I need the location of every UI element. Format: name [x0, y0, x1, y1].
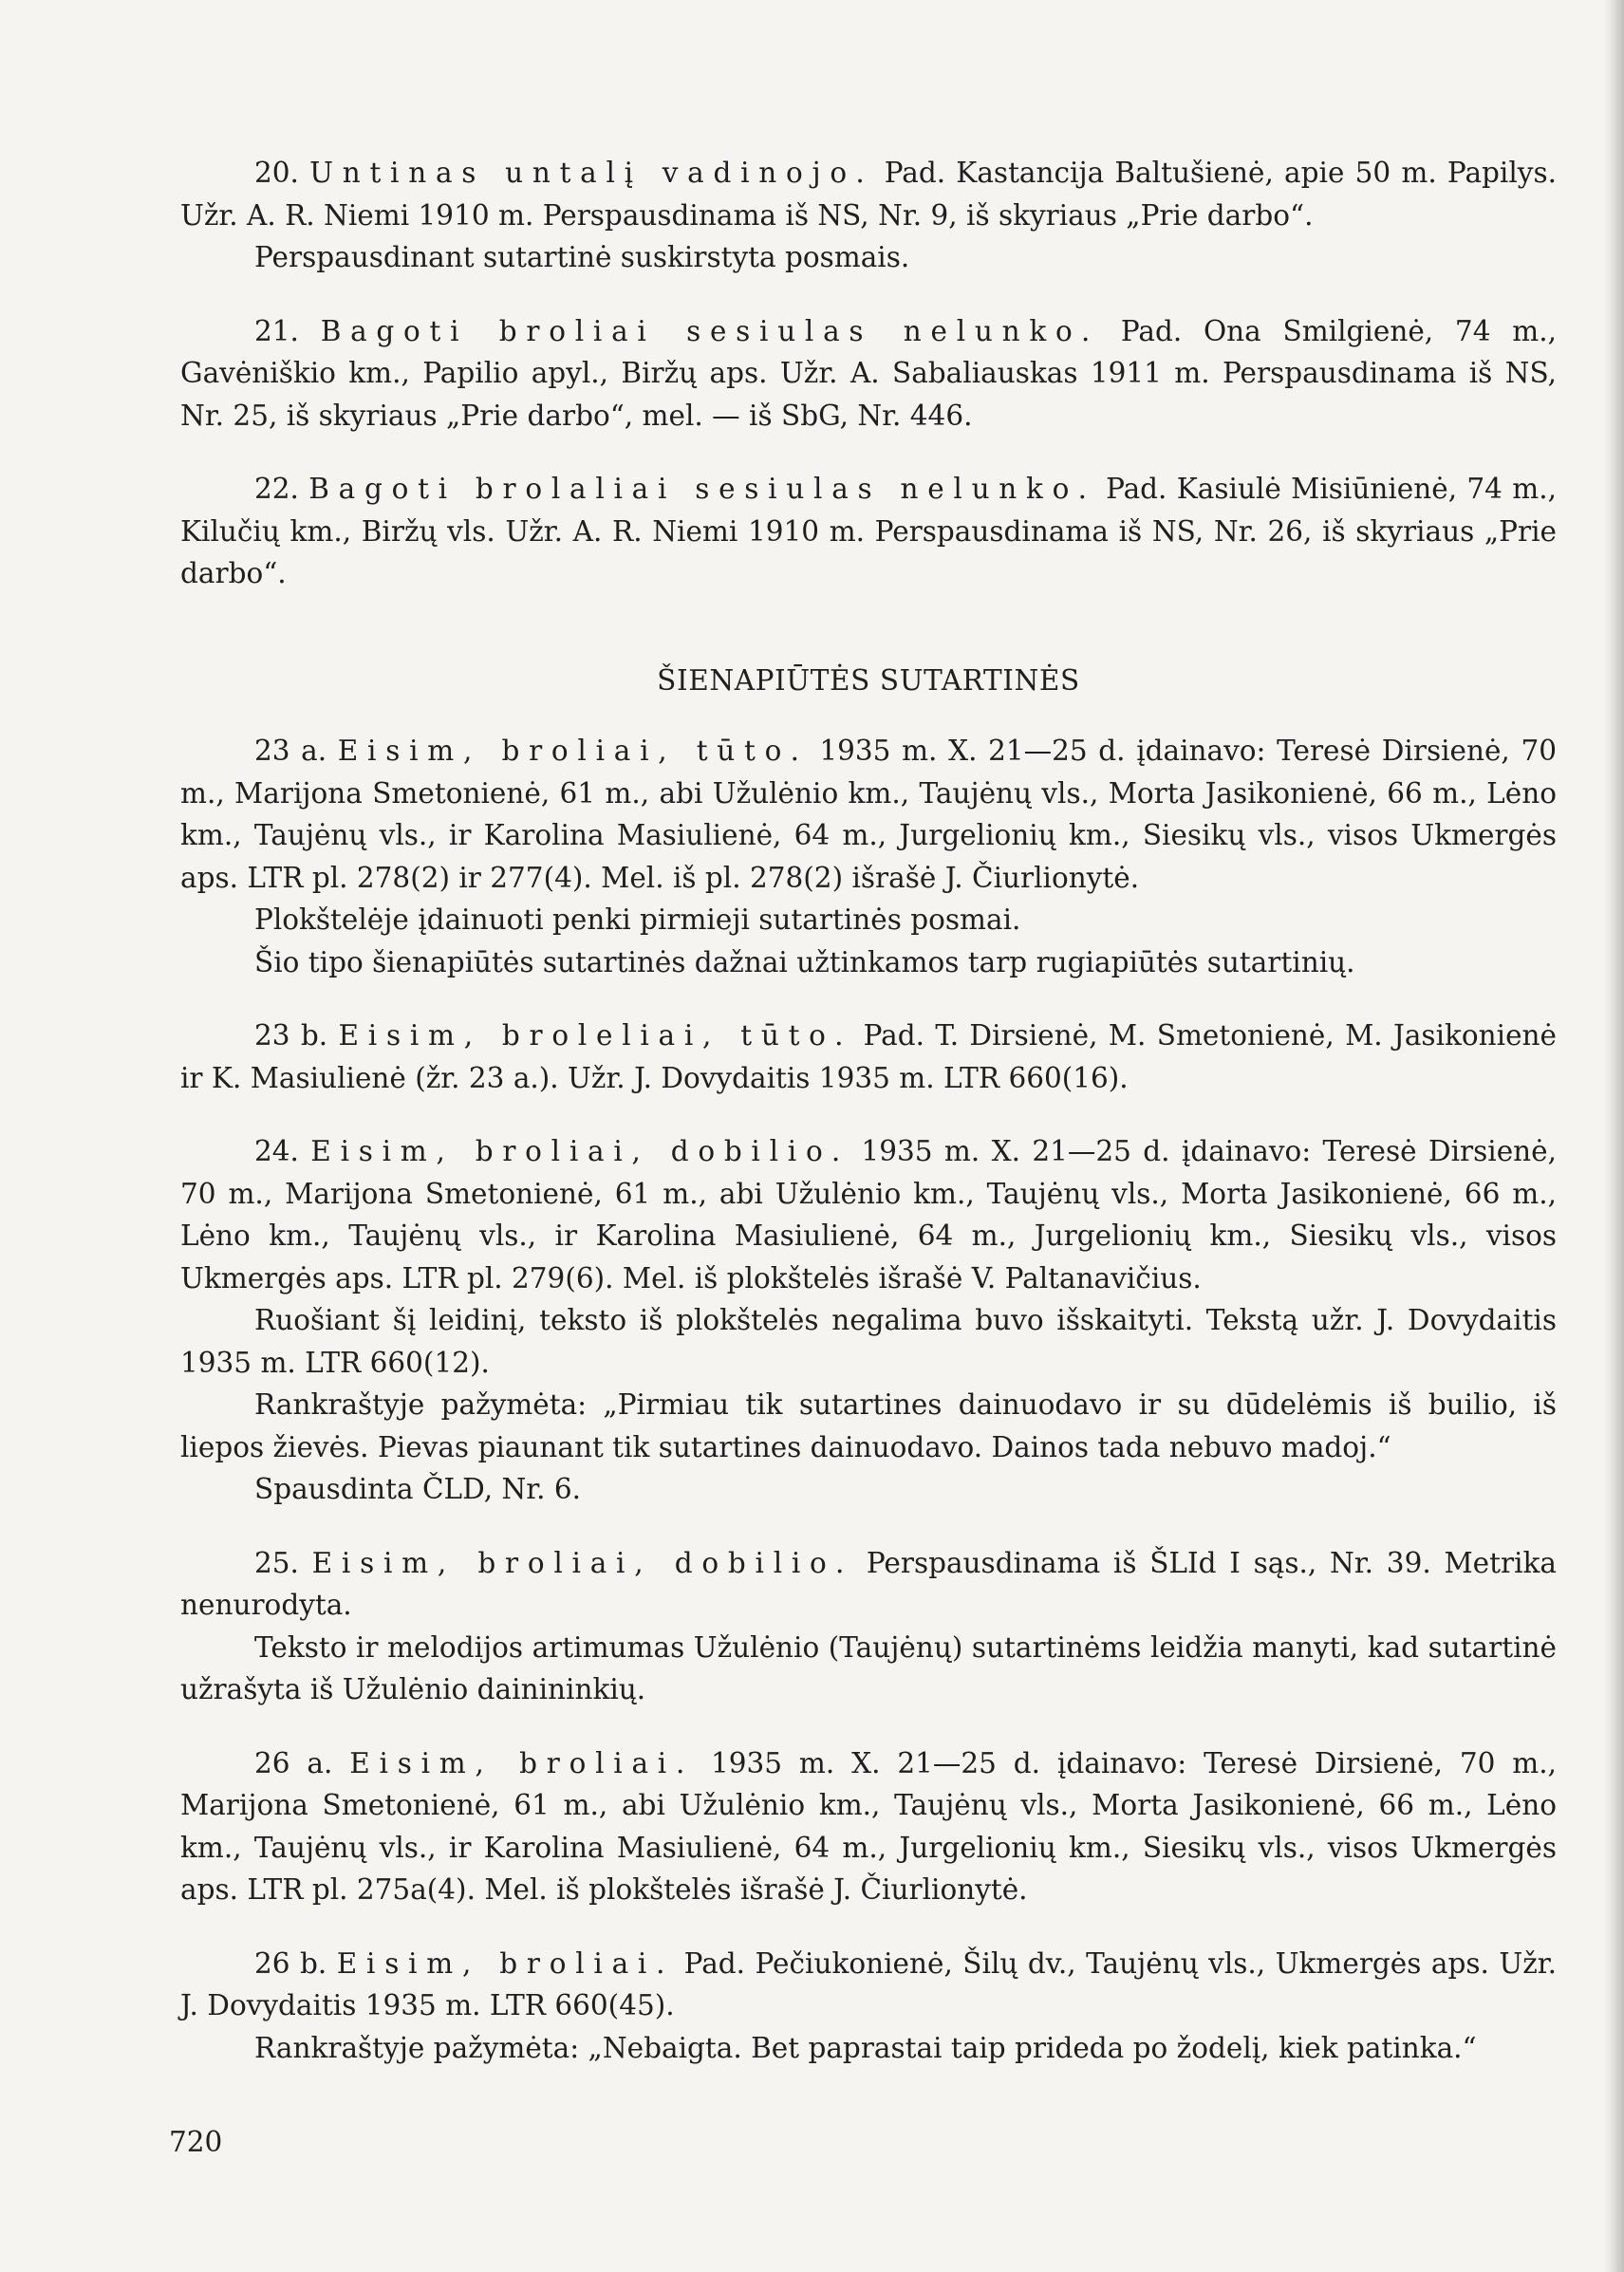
- entry-note: Plokštelėje įdainuoti penki pirmieji sutartinės posmai.: [254, 903, 1021, 936]
- entry-title: Eisim, broleliai, tūto.: [338, 1019, 853, 1052]
- entry-title: Eisim, broliai, dobilio.: [310, 1135, 850, 1167]
- entry-note: Rankraštyje pažymėta: „Pirmiau tik sutartines dainuodavo ir su dūdelėmis iš builio, iš liepos žievės. Pievas piaunant tik sutartines dainuodavo. Dainos tada nebuvo madoj.“: [180, 1388, 1557, 1463]
- entry-number: 25.: [254, 1546, 299, 1579]
- page-number: 720: [169, 2126, 223, 2158]
- entry-25: [180, 1542, 1557, 1627]
- entry-number: 20.: [254, 157, 299, 189]
- page-text: [180, 152, 1557, 2069]
- entry-number: 24.: [254, 1135, 299, 1167]
- entry-title: Eisim, broliai.: [336, 1946, 675, 1980]
- section-heading: ŠIENAPIŪTĖS SUTARTINĖS: [657, 663, 1080, 697]
- entry-number: 21.: [254, 314, 299, 347]
- entry-note: Rankraštyje pažymėta: „Nebaigta. Bet paprastai taip prideda po žodelį, kiek patinka.“: [254, 2031, 1477, 2064]
- entry-number: 26 a.: [254, 1746, 333, 1779]
- entry-text: 1935 m. X. 21—25 d. įdainavo: Teresė Dirsienė, 70 m., Marijona Smetonienė, 61 m., abi Užulėnio km., Taujėnų vls., Morta Jasikonienė, 66 m., Lėno km., Taujėnų vls., ir Karolina Masiulienė, 64 m., Jurgelionių km., Siesikų vls., visos Ukmergės aps. LTR pl. 275a(4). Mel. iš plokštelės išrašė J. Čiurlionytė.: [180, 1746, 1557, 1906]
- entry-note: Teksto ir melodijos artimumas Užulėnio (Taujėnų) sutartinėms leidžia manyti, kad sutartinė užrašyta iš Užulėnio dainininkių.: [180, 1630, 1557, 1705]
- entry-26a: [180, 1742, 1557, 1911]
- entry-text: Pad. T. Dirsienė, M. Smetonienė, M. Jasikonienė ir K. Masiulienė (žr. 23 a.). Užr. J. Dovydaitis 1935 m. LTR 660(16).: [180, 1019, 1557, 1094]
- entry-number: 23 b.: [254, 1019, 328, 1052]
- entry-text: Pad. Pečiukonienė, Šilų dv., Taujėnų vls., Ukmergės aps. Užr. J. Dovydaitis 1935 m. LTR 660(45).: [180, 1946, 1557, 2021]
- entry-23b: [180, 1015, 1557, 1099]
- entry-23a: [180, 730, 1557, 899]
- entry-26b: [180, 1943, 1557, 2027]
- entry-text: 1935 m. X. 21—25 d. įdainavo: Teresė Dirsienė, 70 m., Marijona Smetonienė, 61 m., abi Užulėnio km., Taujėnų vls., Morta Jasikonienė, 66 m., Lėno km., Taujėnų vls., ir Karolina Masiulienė, 64 m., Jurgelionių km., Siesikų vls., visos Ukmergės aps. LTR pl. 278(2) ir 277(4). Mel. iš pl. 278(2) išrašė J. Čiurlionytė.: [180, 735, 1557, 894]
- entry-20: [180, 152, 1557, 236]
- entry-title: Bagoti broliai sesiulas nelunko.: [320, 314, 1100, 347]
- entry-number: 22.: [254, 473, 299, 505]
- entry-21: [180, 310, 1557, 438]
- entry-number: 23 a.: [254, 735, 327, 767]
- entry-text: Pad. Ona Smilgienė, 74 m., Gavėniškio km., Papilio apyl., Biržų aps. Užr. A. Sabaliauskas 1911 m. Perspausdinama iš NS, Nr. 25, iš skyriaus „Prie darbo“, mel. — iš SbG, Nr. 446.: [180, 314, 1557, 432]
- entry-text: Perspausdinama iš ŠLId I sąs., Nr. 39. Metrika nenurodyta.: [180, 1546, 1557, 1621]
- entry-title: Bagoti brolaliai sesiulas nelunko.: [308, 473, 1096, 505]
- entry-note: Perspausdinant sutartinė suskirstyta posmais.: [254, 241, 910, 273]
- entry-note: Ruošiant šį leidinį, teksto iš plokštelės negalima buvo išskaityti. Tekstą užr. J. Dovydaitis 1935 m. LTR 660(12).: [180, 1304, 1557, 1379]
- entry-text: Pad. Kastancija Baltušienė, apie 50 m. Papilys. Užr. A. R. Niemi 1910 m. Perspausdinama iš NS, Nr. 9, iš skyriaus „Prie darbo“.: [180, 157, 1557, 232]
- entry-note: Šio tipo šienapiūtės sutartinės dažnai užtinkamos tarp rugiapiūtės sutartinių.: [254, 945, 1355, 978]
- entry-title: Eisim, broliai, dobilio.: [311, 1546, 854, 1579]
- entry-title: Eisim, broliai.: [349, 1746, 695, 1779]
- entry-24: [180, 1130, 1557, 1299]
- entry-number: 26 b.: [254, 1946, 327, 1980]
- entry-title: Eisim, broliai, tūto.: [337, 735, 809, 767]
- entry-text: 1935 m. X. 21—25 d. įdainavo: Teresė Dirsienė, 70 m., Marijona Smetonienė, 61 m., abi Užulėnio km., Taujėnų vls., Morta Jasikonienė, 66 m., Lėno km., Taujėnų vls., ir Karolina Masiulienė, 64 m., Jurgelionių km., Siesikų vls., visos Ukmergės aps. LTR pl. 279(6). Mel. iš plokštelės išrašė V. Paltanavičius.: [180, 1135, 1557, 1294]
- entry-22: [180, 468, 1557, 595]
- page-edge-shadow: [1603, 0, 1624, 2272]
- entry-text: Pad. Kasiulė Misiūnienė, 74 m., Kilučių km., Biržų vls. Užr. A. R. Niemi 1910 m. Perspausdinama iš NS, Nr. 26, iš skyriaus „Prie darbo“.: [180, 473, 1557, 589]
- entry-note: Spausdinta ČLD, Nr. 6.: [254, 1473, 582, 1505]
- entry-title: Untinas untalį vadinojo.: [309, 157, 874, 189]
